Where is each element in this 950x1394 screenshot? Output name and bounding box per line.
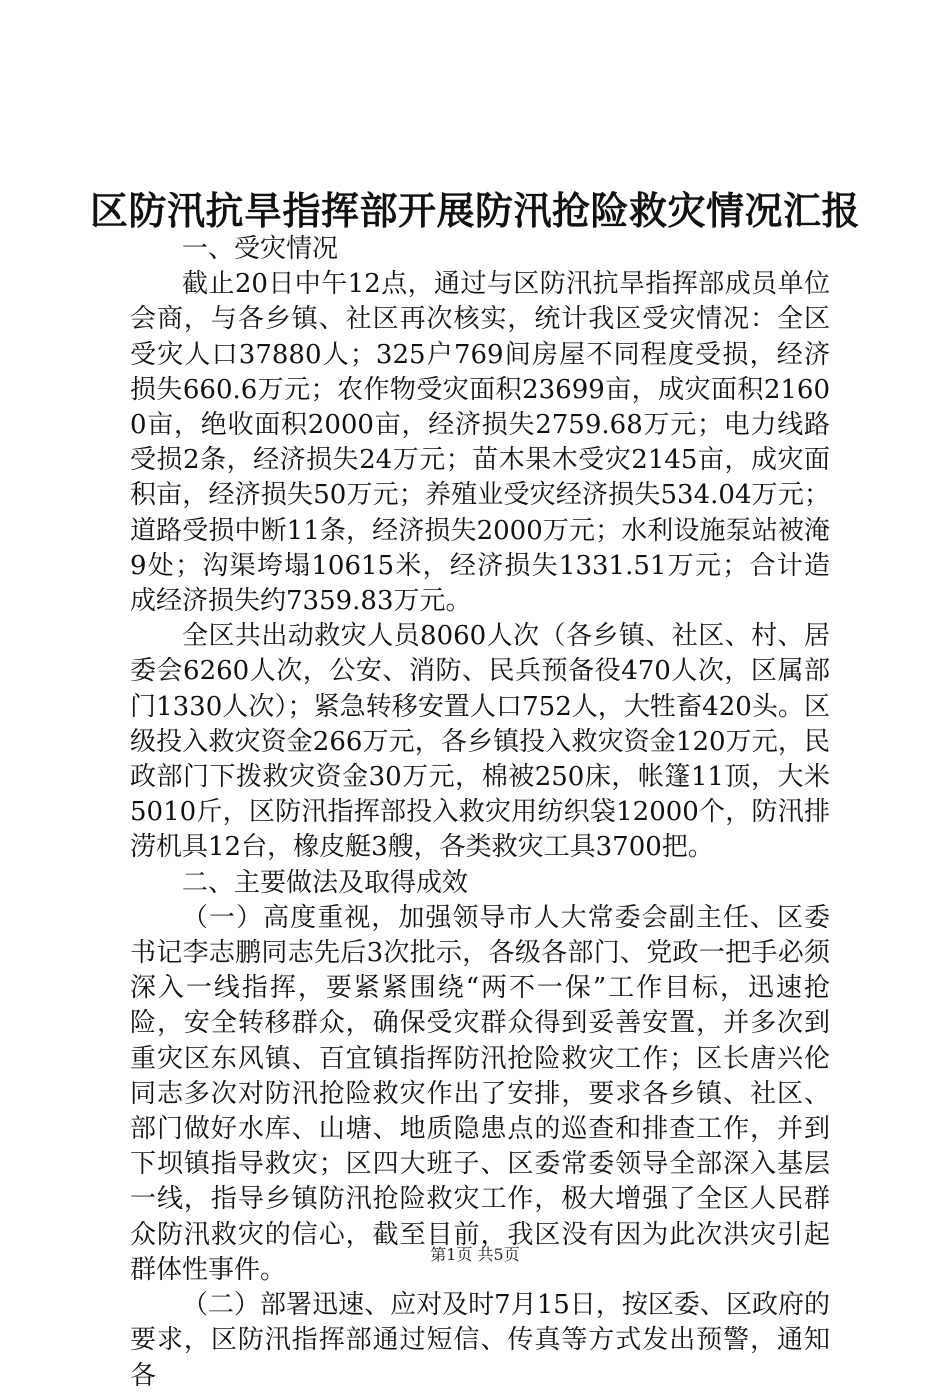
page-footer: 第1页 共5页 [430, 1245, 520, 1264]
section-heading-measures: 二、主要做法及取得成效 [182, 867, 469, 898]
paragraph-leadership: （一）高度重视，加强领导市人大常委会副主任、区委书记李志鹏同志先后3次批示，各级各部门、党政一把手必须深入一线指挥，要紧紧围绕“两不一保”工作目标，迅速抢险，安全转移群众，确保受灾群众得到妥善安置，并多次到重灾区东风镇、百宜镇指挥防汛抢险救灾工作；区长唐兴伦同志多次对防汛抢险救灾作出了安排，要求各乡镇、社区、部门做好水库、山塘、地质隐患点的巡查和排查工作，并到下坝镇指导救灾；区四大班子、区委常委领导全部深入基层一线，指导乡镇防汛抢险救灾工作，极大增强了全区人民群众防汛救灾的信心，截至目前，我区没有因为此次洪灾引起群体性事件。 [130, 902, 830, 1285]
section-heading-disaster: 一、受灾情况 [182, 234, 339, 264]
paragraph-disaster-statistics: 截止20日中午12点，通过与区防汛抗旱指挥部成员单位会商，与各乡镇、社区再次核实，统计我区受灾情况：全区受灾人口37880人；325户769间房屋不同程度受损，经济损失660.6万元；农作物受灾面积23699亩，成灾面积21600亩，绝收面积2000亩，经济损失2759.68万元；电力线路受损2条，经济损失24万元；苗木果木受灾2145亩，成灾面积亩，经济损失50万元；养殖业受灾经济损失534.04万元；道路受损中断11条，经济损失2000万元；水利设施泵站被淹9处；沟渠垮塌10615米，经济损失1331.51万元；合计造成经济损失约7359.83万元。 [130, 269, 830, 617]
paragraph-rescue-resources: 全区共出动救灾人员8060人次（各乡镇、社区、村、居委会6260人次，公安、消防、民兵预备役470人次，区属部门1330人次）；紧急转移安置人口752人，大牲畜420头。区级投入救灾资金266万元，各乡镇投入救灾资金120万元，民政部门下拨救灾资金30万元，棉被250床，帐篷11顶，大米5010斤，区防汛指挥部投入救灾用纺织袋12000个，防汛排涝机具12台，橡皮艇3艘，各类救灾工具3700把。 [130, 621, 830, 863]
document-title: 区防汛抗旱指挥部开展防汛抢险救灾情况汇报 [89, 188, 860, 233]
document-body [130, 232, 830, 1394]
paragraph-deployment: （二）部署迅速、应对及时7月15日，按区委、区政府的要求，区防汛指挥部通过短信、传真等方式发出预警，通知各 [130, 1290, 830, 1391]
